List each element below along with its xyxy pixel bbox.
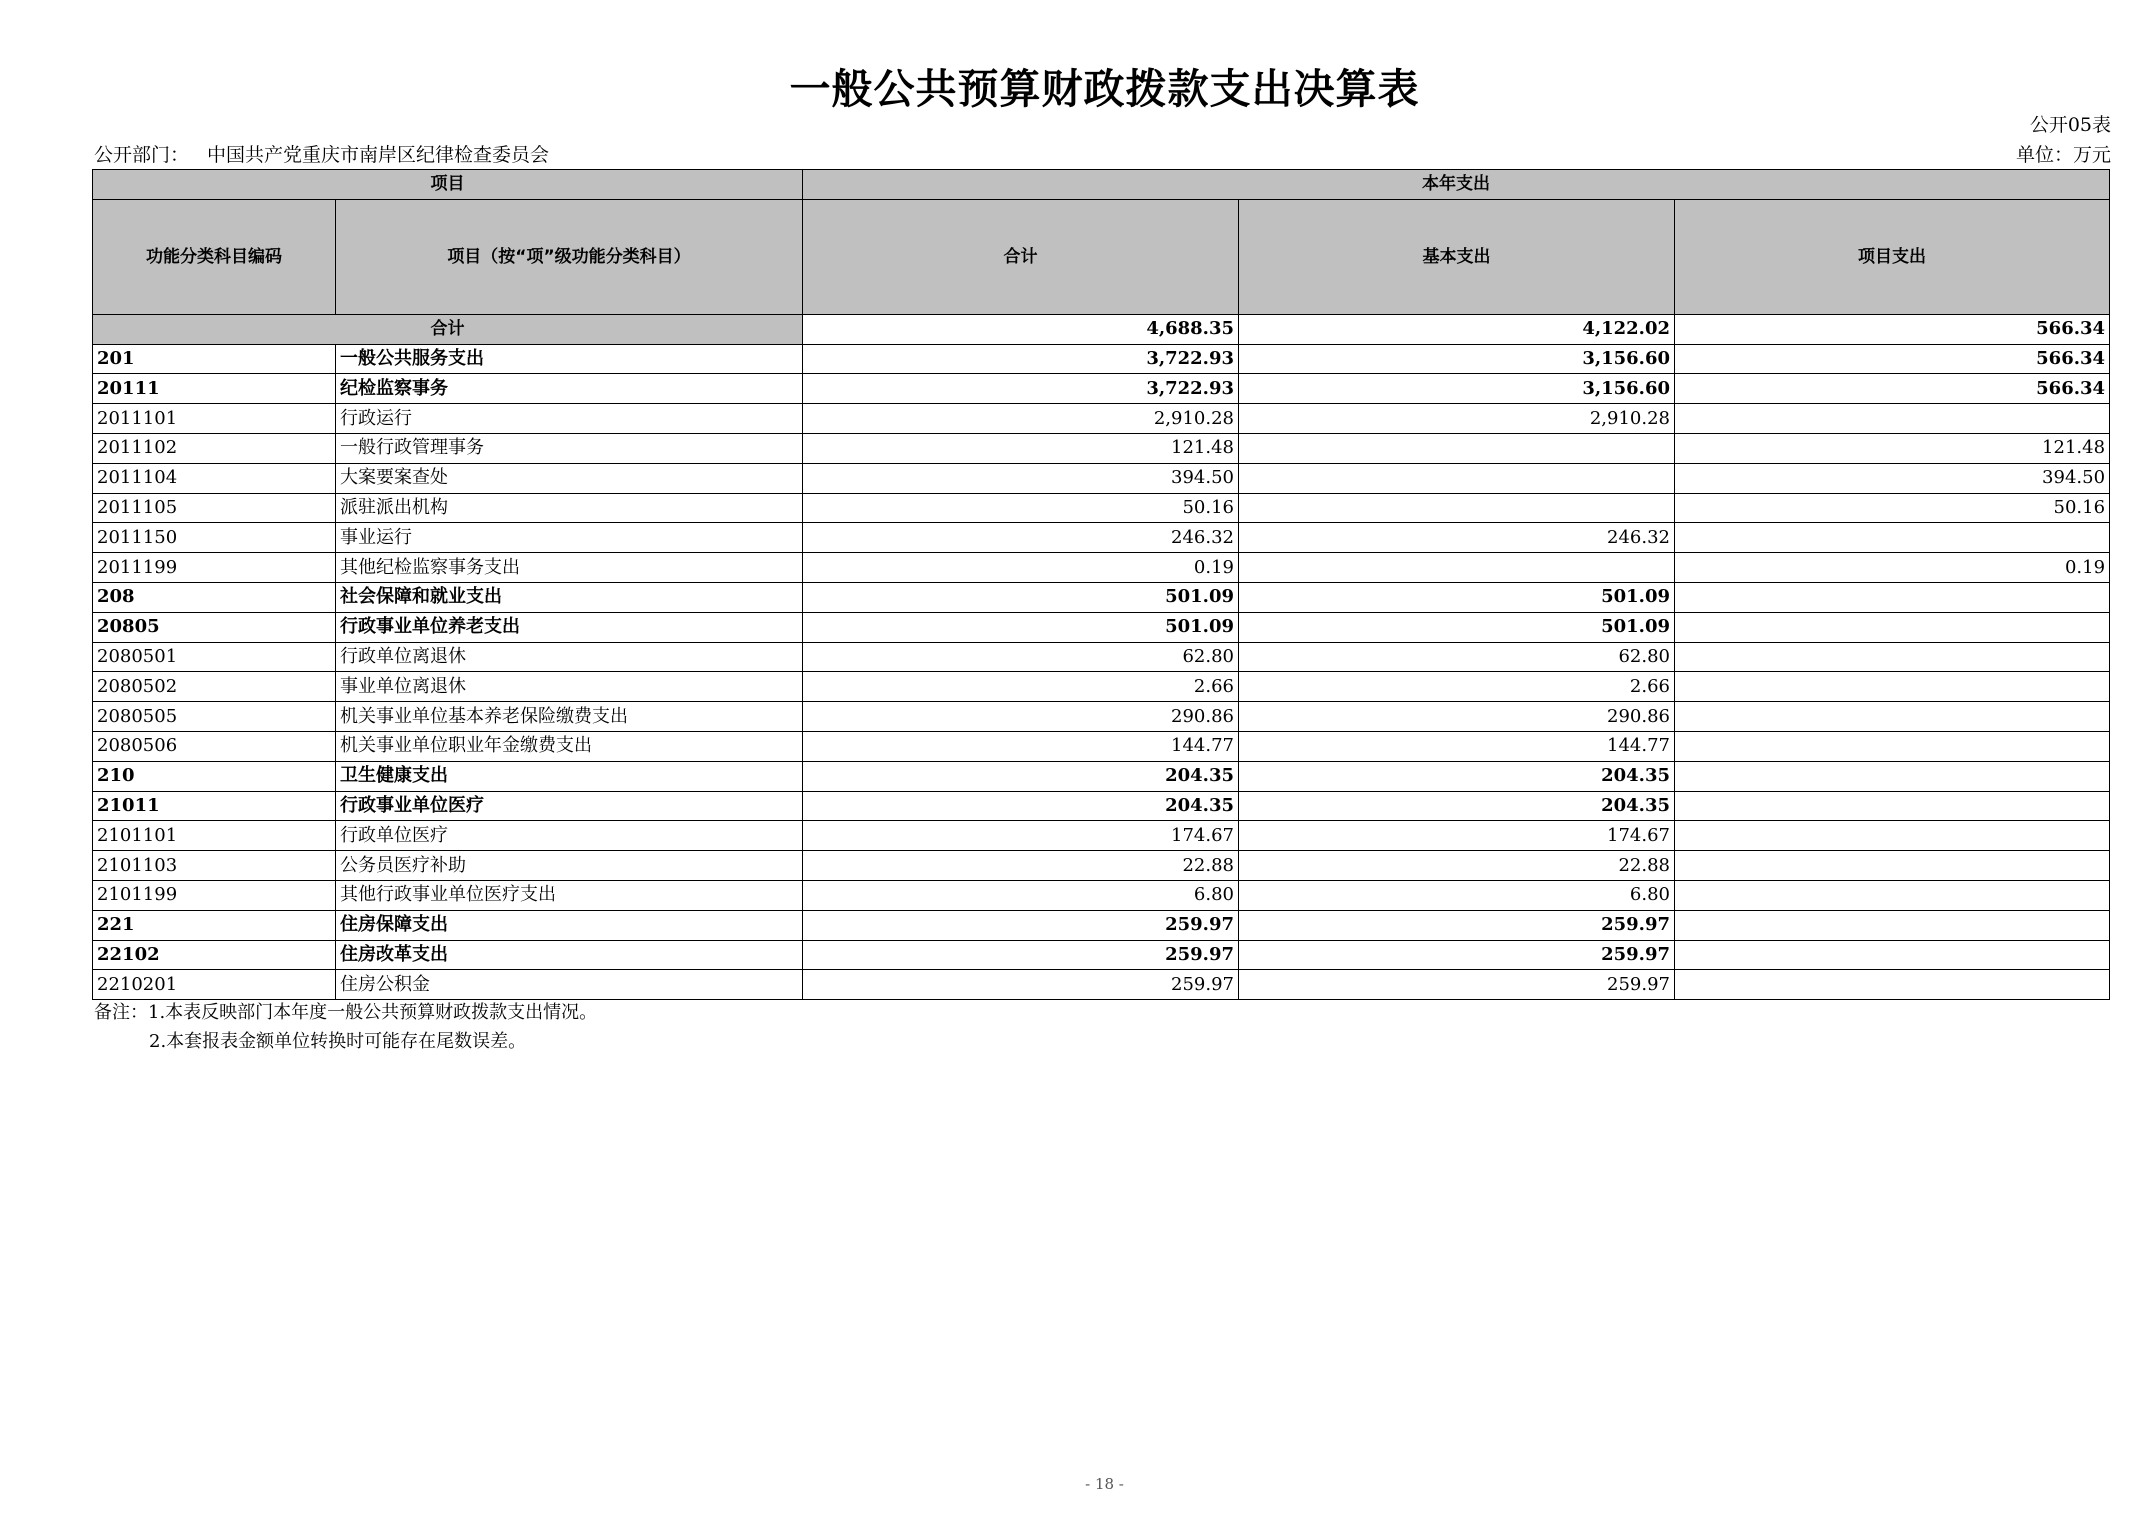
cell-code: 210 [93, 761, 336, 791]
cell-project [1675, 821, 2110, 851]
note-1: 备注：1.本表反映部门本年度一般公共预算财政拨款支出情况。 [94, 1002, 598, 1023]
cell-code: 2080506 [93, 731, 336, 761]
cell-total: 290.86 [803, 702, 1239, 732]
cell-total: 394.50 [803, 463, 1239, 493]
total-label: 合计 [93, 314, 803, 344]
cell-basic [1239, 553, 1675, 583]
cell-basic: 144.77 [1239, 731, 1675, 761]
cell-item-name: 大案要案查处 [336, 463, 803, 493]
total-row [93, 314, 2110, 344]
cell-item-name: 行政单位离退休 [336, 642, 803, 672]
total-basic: 4,122.02 [1239, 314, 1675, 344]
cell-total: 204.35 [803, 791, 1239, 821]
cell-project [1675, 731, 2110, 761]
cell-item-name: 住房改革支出 [336, 940, 803, 970]
cell-basic: 501.09 [1239, 612, 1675, 642]
cell-item-name: 机关事业单位职业年金缴费支出 [336, 731, 803, 761]
cell-total: 501.09 [803, 582, 1239, 612]
total-sum: 4,688.35 [803, 314, 1239, 344]
cell-basic: 22.88 [1239, 851, 1675, 881]
page-number: - 18 - [1085, 1475, 1124, 1493]
cell-code: 20805 [93, 612, 336, 642]
cell-code: 21011 [93, 791, 336, 821]
header-code: 功能分类科目编码 [93, 199, 336, 314]
cell-total: 22.88 [803, 851, 1239, 881]
cell-project: 121.48 [1675, 433, 2110, 463]
table-row [93, 374, 2110, 404]
cell-basic: 2.66 [1239, 672, 1675, 702]
cell-item-name: 社会保障和就业支出 [336, 582, 803, 612]
header-current-year: 本年支出 [803, 170, 2110, 200]
cell-total: 204.35 [803, 761, 1239, 791]
cell-code: 2210201 [93, 970, 336, 1000]
cell-code: 2011199 [93, 553, 336, 583]
cell-project: 0.19 [1675, 553, 2110, 583]
cell-item-name: 行政事业单位养老支出 [336, 612, 803, 642]
cell-project [1675, 970, 2110, 1000]
cell-item-name: 行政运行 [336, 404, 803, 434]
cell-project: 566.34 [1675, 344, 2110, 374]
cell-code: 2101199 [93, 880, 336, 910]
cell-basic: 62.80 [1239, 642, 1675, 672]
note-2: 2.本套报表金额单位转换时可能存在尾数误差。 [149, 1031, 527, 1052]
cell-item-name: 一般公共服务支出 [336, 344, 803, 374]
cell-basic: 290.86 [1239, 702, 1675, 732]
expenditure-table [92, 169, 2110, 1000]
cell-project [1675, 404, 2110, 434]
cell-code: 2011104 [93, 463, 336, 493]
cell-project: 394.50 [1675, 463, 2110, 493]
cell-basic: 174.67 [1239, 821, 1675, 851]
cell-total: 121.48 [803, 433, 1239, 463]
cell-code: 2101103 [93, 851, 336, 881]
cell-basic: 3,156.60 [1239, 374, 1675, 404]
cell-item-name: 机关事业单位基本养老保险缴费支出 [336, 702, 803, 732]
cell-basic: 3,156.60 [1239, 344, 1675, 374]
table-row [93, 821, 2110, 851]
table-row [93, 672, 2110, 702]
cell-code: 2101101 [93, 821, 336, 851]
cell-code: 2011150 [93, 523, 336, 553]
cell-project [1675, 582, 2110, 612]
table-row [93, 702, 2110, 732]
header-basic: 基本支出 [1239, 199, 1675, 314]
table-row [93, 761, 2110, 791]
cell-item-name: 其他纪检监察事务支出 [336, 553, 803, 583]
cell-total: 246.32 [803, 523, 1239, 553]
page-title: 一般公共预算财政拨款支出决算表 [789, 65, 1420, 113]
department-name: 中国共产党重庆市南岸区纪律检查委员会 [207, 144, 550, 166]
table-row [93, 582, 2110, 612]
cell-item-name: 住房保障支出 [336, 910, 803, 940]
cell-basic: 6.80 [1239, 880, 1675, 910]
cell-project [1675, 940, 2110, 970]
cell-total: 2,910.28 [803, 404, 1239, 434]
cell-code: 208 [93, 582, 336, 612]
table-row [93, 880, 2110, 910]
table-row [93, 433, 2110, 463]
cell-project [1675, 761, 2110, 791]
cell-item-name: 公务员医疗补助 [336, 851, 803, 881]
table-row [93, 404, 2110, 434]
cell-item-name: 纪检监察事务 [336, 374, 803, 404]
cell-project [1675, 880, 2110, 910]
cell-code: 2011101 [93, 404, 336, 434]
cell-project [1675, 612, 2110, 642]
cell-item-name: 卫生健康支出 [336, 761, 803, 791]
notes [94, 998, 597, 1056]
cell-item-name: 行政事业单位医疗 [336, 791, 803, 821]
cell-basic [1239, 493, 1675, 523]
cell-basic: 204.35 [1239, 761, 1675, 791]
cell-code: 22102 [93, 940, 336, 970]
table-row [93, 851, 2110, 881]
header-item: 项目 [93, 170, 803, 200]
cell-project: 50.16 [1675, 493, 2110, 523]
table-row [93, 791, 2110, 821]
cell-item-name: 事业运行 [336, 523, 803, 553]
table-row [93, 642, 2110, 672]
cell-code: 221 [93, 910, 336, 940]
table-row [93, 463, 2110, 493]
cell-code: 2011105 [93, 493, 336, 523]
cell-item-name: 派驻派出机构 [336, 493, 803, 523]
cell-basic: 204.35 [1239, 791, 1675, 821]
cell-total: 3,722.93 [803, 344, 1239, 374]
header-total: 合计 [803, 199, 1239, 314]
cell-total: 50.16 [803, 493, 1239, 523]
table-row [93, 731, 2110, 761]
table-row [93, 493, 2110, 523]
cell-basic [1239, 433, 1675, 463]
table-row [93, 523, 2110, 553]
total-project: 566.34 [1675, 314, 2110, 344]
cell-total: 6.80 [803, 880, 1239, 910]
header-item-name: 项目（按“项”级功能分类科目） [336, 199, 803, 314]
cell-project [1675, 910, 2110, 940]
table-row [93, 344, 2110, 374]
cell-basic [1239, 463, 1675, 493]
table-row [93, 553, 2110, 583]
table-row [93, 910, 2110, 940]
cell-total: 62.80 [803, 642, 1239, 672]
cell-code: 2080502 [93, 672, 336, 702]
department-line [94, 140, 549, 167]
cell-project [1675, 851, 2110, 881]
cell-total: 259.97 [803, 940, 1239, 970]
cell-project [1675, 523, 2110, 553]
cell-total: 259.97 [803, 970, 1239, 1000]
cell-basic: 259.97 [1239, 910, 1675, 940]
cell-item-name: 住房公积金 [336, 970, 803, 1000]
cell-total: 3,722.93 [803, 374, 1239, 404]
cell-total: 0.19 [803, 553, 1239, 583]
cell-basic: 2,910.28 [1239, 404, 1675, 434]
cell-total: 259.97 [803, 910, 1239, 940]
header-project: 项目支出 [1675, 199, 2110, 314]
cell-project: 566.34 [1675, 374, 2110, 404]
table-row [93, 940, 2110, 970]
cell-item-name: 事业单位离退休 [336, 672, 803, 702]
cell-basic: 259.97 [1239, 940, 1675, 970]
form-number: 公开05表 [2029, 114, 2111, 136]
cell-project [1675, 672, 2110, 702]
cell-basic: 246.32 [1239, 523, 1675, 553]
cell-project [1675, 642, 2110, 672]
cell-item-name: 一般行政管理事务 [336, 433, 803, 463]
cell-total: 501.09 [803, 612, 1239, 642]
cell-project [1675, 702, 2110, 732]
cell-item-name: 其他行政事业单位医疗支出 [336, 880, 803, 910]
cell-total: 2.66 [803, 672, 1239, 702]
cell-basic: 501.09 [1239, 582, 1675, 612]
table-row [93, 970, 2110, 1000]
cell-total: 144.77 [803, 731, 1239, 761]
cell-total: 174.67 [803, 821, 1239, 851]
unit-label: 单位：万元 [2015, 144, 2111, 166]
cell-code: 201 [93, 344, 336, 374]
cell-code: 2080501 [93, 642, 336, 672]
cell-code: 20111 [93, 374, 336, 404]
cell-basic: 259.97 [1239, 970, 1675, 1000]
cell-code: 2011102 [93, 433, 336, 463]
table-row [93, 612, 2110, 642]
cell-code: 2080505 [93, 702, 336, 732]
cell-project [1675, 791, 2110, 821]
cell-item-name: 行政单位医疗 [336, 821, 803, 851]
department-label: 公开部门： [94, 144, 190, 166]
